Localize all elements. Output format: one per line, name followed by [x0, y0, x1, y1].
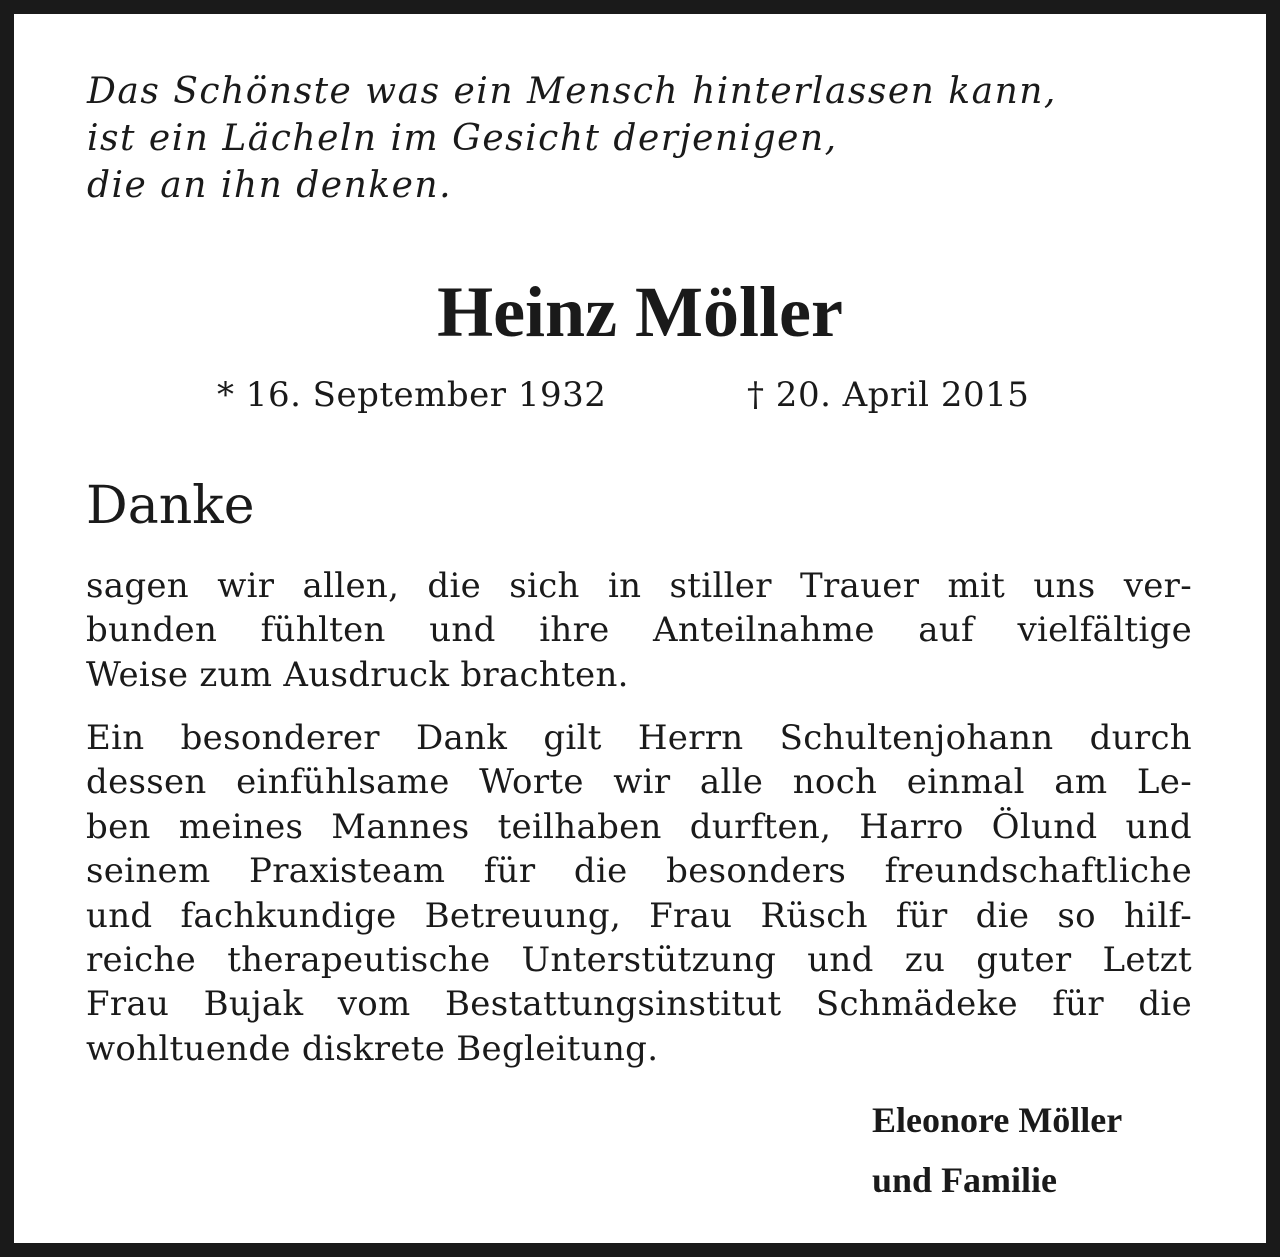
text-line: ben meines Mannes teilhaben durften, Harro Ölund und [86, 806, 1192, 847]
text-line: dessen einfühlsame Worte wir alle noch einmal am Le- [86, 762, 1192, 803]
quote-line: die an ihn denken. [87, 165, 453, 206]
deceased-name: Heinz Möller [437, 272, 843, 352]
signature [872, 1090, 1122, 1210]
thanks-heading: Danke [86, 476, 255, 536]
text-line: sagen wir allen, die sich in stiller Trauer mit uns ver- [86, 566, 1192, 606]
text-line: seinem Praxisteam für die besonders freundschaftliche [86, 851, 1192, 892]
signature-line: Eleonore Möller [872, 1100, 1123, 1140]
text-line: und fachkundige Betreuung, Frau Rüsch für die so hilf- [86, 895, 1192, 936]
text-line: wohltuende diskrete Begleitung. [86, 1028, 659, 1069]
text-line: reiche therapeutische Unterstützung und zu guter Letzt [86, 940, 1192, 981]
thanks-paragraph-2 [86, 716, 1192, 1071]
signature-line: und Familie [872, 1160, 1058, 1200]
text-line: Ein besonderer Dank gilt Herrn Schultenjohann durch [86, 718, 1192, 758]
text-line: Frau Bujak vom Bestattungsinstitut Schmädeke für die [86, 984, 1192, 1025]
text-line: Weise zum Ausdruck brachten. [86, 654, 629, 695]
quote-line: ist ein Lächeln im Gesicht derjenigen, [87, 118, 838, 159]
death-date: † 20. April 2015 [747, 375, 1030, 415]
birth-date: * 16. September 1932 [217, 375, 607, 415]
text-line: bunden fühlten und ihre Anteilnahme auf vielfältige [86, 610, 1192, 651]
memorial-quote [87, 68, 1187, 209]
quote-line: Das Schönste was ein Mensch hinterlassen kann, [87, 71, 1057, 112]
thanks-paragraph-1 [86, 564, 1192, 697]
